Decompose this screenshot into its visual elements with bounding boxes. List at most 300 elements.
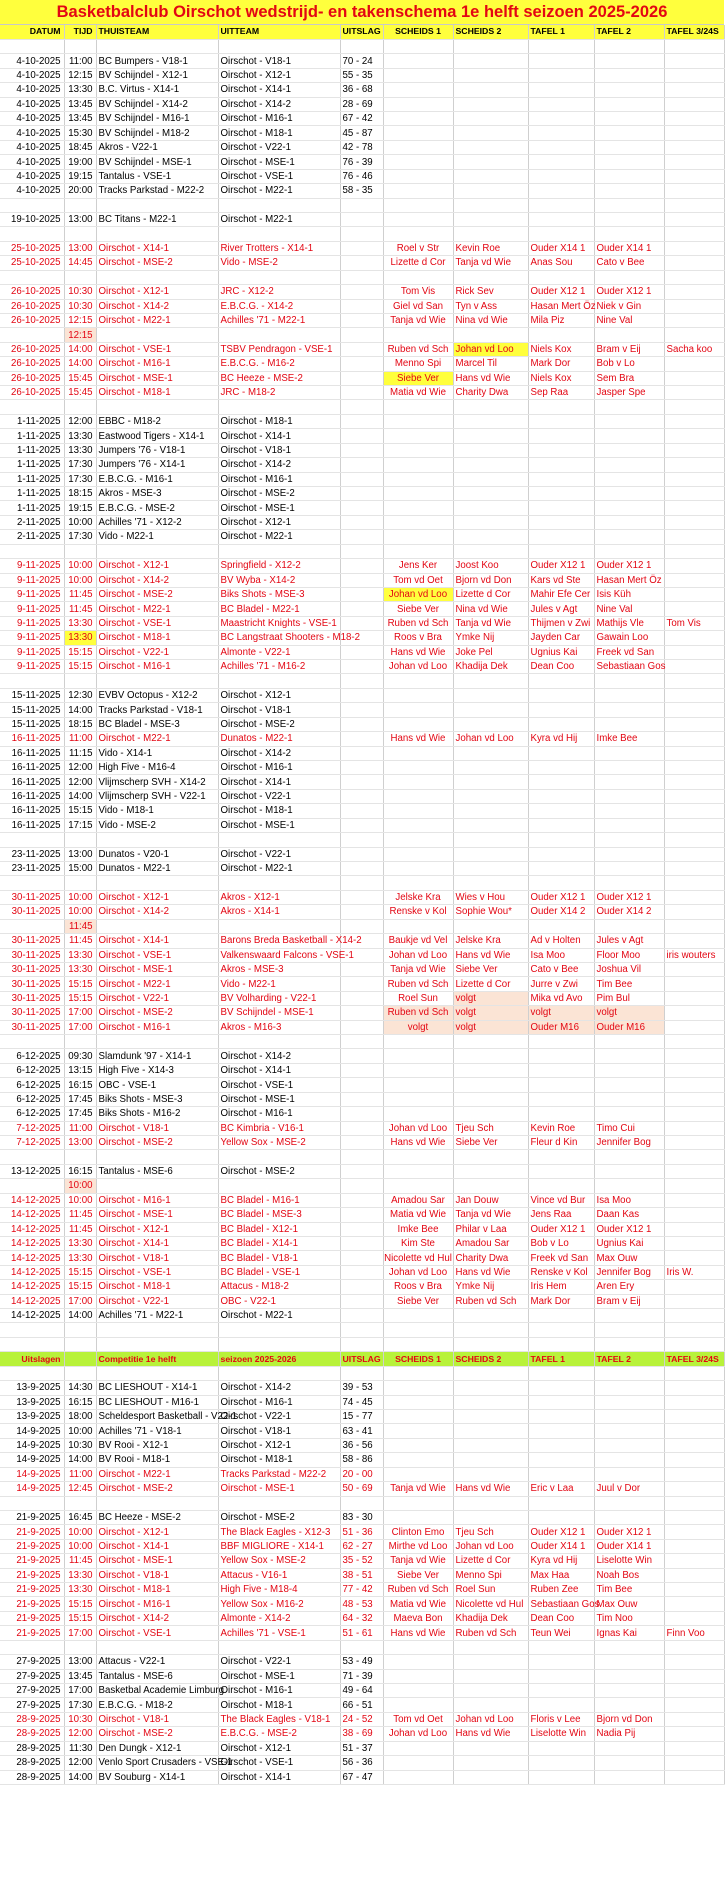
- table-2-cell: [594, 1438, 664, 1452]
- table-row: [0, 472, 724, 486]
- time-cell: 15:15: [64, 991, 96, 1005]
- home-game-row: [0, 905, 724, 919]
- away-team-cell: [218, 1496, 340, 1510]
- score-cell: 58 - 86: [340, 1453, 383, 1467]
- date-cell: 14-12-2025: [0, 1193, 64, 1207]
- table-3-cell: [664, 313, 724, 327]
- home-game-row: [0, 342, 724, 356]
- referee-2-cell: SCHEIDS 2: [453, 25, 528, 39]
- spacer-row: [0, 544, 724, 558]
- score-cell: 53 - 49: [340, 1655, 383, 1669]
- away-team-cell: BC Bladel - X12-1: [218, 1222, 340, 1236]
- table-2-cell: [594, 1741, 664, 1755]
- away-team-cell: Oirschot - MSE-1: [218, 1669, 340, 1683]
- referee-2-cell: [453, 227, 528, 241]
- table-1-cell: [528, 1381, 594, 1395]
- score-cell: [340, 804, 383, 818]
- referee-1-cell: Roel v Str: [383, 241, 453, 255]
- table-3-cell: [664, 1741, 724, 1755]
- home-team-cell: BC LIESHOUT - X14-1: [96, 1381, 218, 1395]
- table-2-cell: [594, 674, 664, 688]
- table-2-cell: [594, 472, 664, 486]
- referee-1-cell: [383, 1049, 453, 1063]
- table-row: [0, 83, 724, 97]
- away-team-cell: Oirschot - M22-1: [218, 212, 340, 226]
- away-team-cell: Oirschot - V18-1: [218, 54, 340, 68]
- time-cell: 13:30: [64, 443, 96, 457]
- away-team-cell: [218, 270, 340, 284]
- referee-2-cell: [453, 184, 528, 198]
- referee-1-cell: [383, 789, 453, 803]
- table-1-cell: TAFEL 1: [528, 1352, 594, 1366]
- home-game-row: [0, 241, 724, 255]
- table-3-cell: [664, 400, 724, 414]
- score-cell: UITSLAG: [340, 25, 383, 39]
- table-3-cell: [664, 1684, 724, 1698]
- table-3-cell: [664, 1770, 724, 1784]
- table-3-cell: Iris W.: [664, 1265, 724, 1279]
- table-2-cell: Nine Val: [594, 602, 664, 616]
- home-team-cell: [96, 674, 218, 688]
- referee-2-cell: Tyn v Ass: [453, 299, 528, 313]
- table-1-cell: [528, 1035, 594, 1049]
- away-team-cell: Biks Shots - MSE-3: [218, 587, 340, 601]
- score-cell: 74 - 45: [340, 1395, 383, 1409]
- away-team-cell: E.B.C.G. - MSE-2: [218, 1727, 340, 1741]
- date-cell: Uitslagen: [0, 1352, 64, 1366]
- away-team-cell: Oirschot - MSE-2: [218, 1510, 340, 1524]
- referee-2-cell: Roel Sun: [453, 1583, 528, 1597]
- referee-2-cell: Lizette d Cor: [453, 587, 528, 601]
- table-3-cell: [664, 1236, 724, 1250]
- table-row: [0, 1078, 724, 1092]
- time-cell: 11:45: [64, 587, 96, 601]
- table-2-cell: [594, 1323, 664, 1337]
- score-cell: [340, 876, 383, 890]
- spacer-row: [0, 1366, 724, 1380]
- home-team-cell: Oirschot - X14-1: [96, 241, 218, 255]
- table-1-cell: [528, 429, 594, 443]
- spacer-row: [0, 1640, 724, 1654]
- score-cell: [340, 1309, 383, 1323]
- referee-1-cell: Hans vd Wie: [383, 1626, 453, 1640]
- referee-2-cell: Charity Dwa: [453, 386, 528, 400]
- date-cell: 4-10-2025: [0, 83, 64, 97]
- home-team-cell: Den Dungk - X12-1: [96, 1741, 218, 1755]
- score-cell: [340, 1164, 383, 1178]
- table-3-cell: [664, 241, 724, 255]
- table-2-cell: volgt: [594, 1006, 664, 1020]
- time-cell: 10:30: [64, 285, 96, 299]
- time-cell: 11:00: [64, 1121, 96, 1135]
- referee-1-cell: Kim Ste: [383, 1236, 453, 1250]
- score-cell: [340, 761, 383, 775]
- score-cell: 49 - 64: [340, 1684, 383, 1698]
- table-row: [0, 54, 724, 68]
- table-1-cell: Sep Raa: [528, 386, 594, 400]
- table-2-cell: Bob v Lo: [594, 357, 664, 371]
- table-3-cell: [664, 1309, 724, 1323]
- table-2-cell: Bjorn vd Don: [594, 1712, 664, 1726]
- table-3-cell: [664, 1323, 724, 1337]
- table-2-cell: [594, 1164, 664, 1178]
- score-cell: [340, 256, 383, 270]
- table-3-cell: Tom Vis: [664, 616, 724, 630]
- time-cell: 13:30: [64, 1583, 96, 1597]
- away-team-cell: The Black Eagles - V18-1: [218, 1712, 340, 1726]
- time-cell: [64, 833, 96, 847]
- home-team-cell: Oirschot - X14-1: [96, 934, 218, 948]
- referee-2-cell: [453, 472, 528, 486]
- referee-2-cell: [453, 68, 528, 82]
- score-cell: [340, 342, 383, 356]
- home-team-cell: Oirschot - MSE-1: [96, 371, 218, 385]
- table-1-cell: Kyra vd Hij: [528, 732, 594, 746]
- time-cell: 18:15: [64, 487, 96, 501]
- date-cell: 14-9-2025: [0, 1453, 64, 1467]
- table-row: [0, 1092, 724, 1106]
- table-3-cell: [664, 890, 724, 904]
- away-team-cell: [218, 833, 340, 847]
- referee-1-cell: [383, 1669, 453, 1683]
- date-cell: 23-11-2025: [0, 847, 64, 861]
- table-2-cell: Nadia Pij: [594, 1727, 664, 1741]
- table-1-cell: Mahir Efe Cer: [528, 587, 594, 601]
- home-game-row: [0, 732, 724, 746]
- time-cell: [64, 1323, 96, 1337]
- date-cell: 9-11-2025: [0, 631, 64, 645]
- referee-1-cell: [383, 270, 453, 284]
- spacer-row: [0, 1337, 724, 1351]
- table-row: [0, 861, 724, 875]
- home-team-cell: Oirschot - M18-1: [96, 1583, 218, 1597]
- home-team-cell: Oirschot - X14-1: [96, 1539, 218, 1553]
- home-team-cell: Tantalus - VSE-1: [96, 169, 218, 183]
- time-cell: 10:30: [64, 1712, 96, 1726]
- time-cell: 17:30: [64, 472, 96, 486]
- table-3-cell: [664, 487, 724, 501]
- table-2-cell: [594, 443, 664, 457]
- home-game-row: [0, 313, 724, 327]
- home-team-cell: Vlijmscherp SVH - V22-1: [96, 789, 218, 803]
- home-team-cell: Achilles '71 - M22-1: [96, 1309, 218, 1323]
- referee-1-cell: Tom vd Oet: [383, 1712, 453, 1726]
- referee-2-cell: [453, 1164, 528, 1178]
- table-1-cell: Ad v Holten: [528, 934, 594, 948]
- away-team-cell: Almonte - V22-1: [218, 645, 340, 659]
- score-cell: 64 - 32: [340, 1611, 383, 1625]
- table-2-cell: Bram v Eij: [594, 1294, 664, 1308]
- referee-2-cell: [453, 212, 528, 226]
- table-row: [0, 775, 724, 789]
- date-cell: 4-10-2025: [0, 97, 64, 111]
- referee-1-cell: Johan vd Loo: [383, 948, 453, 962]
- table-2-cell: [594, 328, 664, 342]
- referee-2-cell: Johan vd Loo: [453, 1712, 528, 1726]
- spacer-row: [0, 227, 724, 241]
- table-row: [0, 1309, 724, 1323]
- table-2-cell: [594, 1063, 664, 1077]
- home-game-row: [0, 371, 724, 385]
- table-2-cell: [594, 1366, 664, 1380]
- table-3-cell: [664, 1078, 724, 1092]
- home-game-row: [0, 1525, 724, 1539]
- time-cell: 13:30: [64, 631, 96, 645]
- table-1-cell: Iris Hem: [528, 1280, 594, 1294]
- date-cell: 30-11-2025: [0, 977, 64, 991]
- table-2-cell: [594, 1424, 664, 1438]
- table-2-cell: [594, 1381, 664, 1395]
- home-team-cell: Oirschot - MSE-1: [96, 962, 218, 976]
- table-row: [0, 414, 724, 428]
- date-cell: [0, 833, 64, 847]
- score-cell: [340, 227, 383, 241]
- date-cell: 6-12-2025: [0, 1107, 64, 1121]
- home-team-cell: B.C. Virtus - X14-1: [96, 83, 218, 97]
- table-1-cell: [528, 761, 594, 775]
- score-cell: [340, 487, 383, 501]
- table-row: [0, 1410, 724, 1424]
- table-row: [0, 169, 724, 183]
- referee-1-cell: [383, 1107, 453, 1121]
- table-1-cell: [528, 789, 594, 803]
- referee-2-cell: Lizette d Cor: [453, 1554, 528, 1568]
- table-3-cell: [664, 530, 724, 544]
- score-cell: 51 - 61: [340, 1626, 383, 1640]
- home-team-cell: Achilles '71 - X12-2: [96, 515, 218, 529]
- table-3-cell: [664, 631, 724, 645]
- home-team-cell: Eastwood Tigers - X14-1: [96, 429, 218, 443]
- time-cell: 09:30: [64, 1049, 96, 1063]
- time-cell: 14:00: [64, 1309, 96, 1323]
- score-cell: [340, 285, 383, 299]
- referee-1-cell: [383, 1510, 453, 1524]
- time-cell: 10:00: [64, 1179, 96, 1193]
- table-1-cell: Mika vd Avo: [528, 991, 594, 1005]
- time-cell: [64, 1640, 96, 1654]
- referee-2-cell: Jan Douw: [453, 1193, 528, 1207]
- home-game-row: [0, 1265, 724, 1279]
- referee-1-cell: [383, 472, 453, 486]
- home-team-cell: BC LIESHOUT - M16-1: [96, 1395, 218, 1409]
- table-2-cell: TAFEL 2: [594, 1352, 664, 1366]
- table-1-cell: [528, 1179, 594, 1193]
- table-3-cell: [664, 587, 724, 601]
- referee-2-cell: Siebe Ver: [453, 962, 528, 976]
- time-cell: 11:45: [64, 1222, 96, 1236]
- table-2-cell: [594, 429, 664, 443]
- table-2-cell: Tim Noo: [594, 1611, 664, 1625]
- table-1-cell: [528, 472, 594, 486]
- date-cell: 6-12-2025: [0, 1049, 64, 1063]
- table-2-cell: Ouder X14 1: [594, 241, 664, 255]
- referee-2-cell: [453, 83, 528, 97]
- referee-1-cell: Imke Bee: [383, 1222, 453, 1236]
- table-2-cell: Floor Moo: [594, 948, 664, 962]
- referee-1-cell: [383, 1741, 453, 1755]
- table-1-cell: [528, 1684, 594, 1698]
- referee-2-cell: [453, 703, 528, 717]
- table-1-cell: Isa Moo: [528, 948, 594, 962]
- table-3-cell: [664, 501, 724, 515]
- referee-2-cell: [453, 1092, 528, 1106]
- table-1-cell: Niels Kox: [528, 342, 594, 356]
- home-team-cell: Oirschot - X12-1: [96, 559, 218, 573]
- home-team-cell: [96, 876, 218, 890]
- spacer-row: [0, 39, 724, 53]
- home-game-row: [0, 1222, 724, 1236]
- table-1-cell: [528, 833, 594, 847]
- date-cell: 4-10-2025: [0, 184, 64, 198]
- time-cell: 11:00: [64, 54, 96, 68]
- away-team-cell: River Trotters - X14-1: [218, 241, 340, 255]
- score-cell: [340, 1179, 383, 1193]
- referee-1-cell: Matia vd Wie: [383, 1208, 453, 1222]
- table-row: [0, 789, 724, 803]
- table-row: [0, 1756, 724, 1770]
- date-cell: 21-9-2025: [0, 1554, 64, 1568]
- time-cell: 16:15: [64, 1395, 96, 1409]
- home-team-cell: Biks Shots - M16-2: [96, 1107, 218, 1121]
- referee-1-cell: Johan vd Loo: [383, 1265, 453, 1279]
- table-3-cell: [664, 1063, 724, 1077]
- score-cell: 15 - 77: [340, 1410, 383, 1424]
- referee-1-cell: [383, 1698, 453, 1712]
- table-2-cell: Tim Bee: [594, 1583, 664, 1597]
- schedule-body: [0, 25, 724, 1784]
- table-3-cell: [664, 962, 724, 976]
- table-3-cell: [664, 761, 724, 775]
- date-cell: 26-10-2025: [0, 386, 64, 400]
- table-2-cell: [594, 68, 664, 82]
- time-cell: 11:30: [64, 1741, 96, 1755]
- referee-1-cell: [383, 1496, 453, 1510]
- table-1-cell: Ouder X12 1: [528, 285, 594, 299]
- referee-1-cell: [383, 112, 453, 126]
- referee-1-cell: [383, 227, 453, 241]
- table-3-cell: [664, 1712, 724, 1726]
- score-cell: [340, 1280, 383, 1294]
- table-1-cell: Liselotte Win: [528, 1727, 594, 1741]
- table-1-cell: [528, 1107, 594, 1121]
- referee-1-cell: [383, 1410, 453, 1424]
- home-team-cell: Oirschot - V22-1: [96, 1294, 218, 1308]
- table-2-cell: Aren Ery: [594, 1280, 664, 1294]
- score-cell: 67 - 47: [340, 1770, 383, 1784]
- home-game-row: [0, 1482, 724, 1496]
- table-2-cell: [594, 1770, 664, 1784]
- away-team-cell: Oirschot - V18-1: [218, 443, 340, 457]
- table-3-cell: [664, 1554, 724, 1568]
- home-team-cell: Slamdunk '97 - X14-1: [96, 1049, 218, 1063]
- referee-1-cell: [383, 1381, 453, 1395]
- referee-2-cell: Khadija Dek: [453, 1611, 528, 1625]
- home-team-cell: Oirschot - X14-2: [96, 1611, 218, 1625]
- date-cell: 13-12-2025: [0, 1164, 64, 1178]
- table-3-cell: [664, 746, 724, 760]
- score-cell: 56 - 36: [340, 1756, 383, 1770]
- referee-2-cell: [453, 1150, 528, 1164]
- table-3-cell: [664, 1135, 724, 1149]
- home-team-cell: Vido - M18-1: [96, 804, 218, 818]
- score-cell: [340, 1323, 383, 1337]
- table-3-cell: [664, 212, 724, 226]
- date-cell: [0, 1366, 64, 1380]
- referee-2-cell: [453, 804, 528, 818]
- referee-2-cell: [453, 1756, 528, 1770]
- table-1-cell: Max Haa: [528, 1568, 594, 1582]
- table-2-cell: [594, 544, 664, 558]
- away-team-cell: Oirschot - MSE-1: [218, 501, 340, 515]
- away-team-cell: [218, 328, 340, 342]
- date-cell: 21-9-2025: [0, 1510, 64, 1524]
- home-team-cell: BV Rooi - M18-1: [96, 1453, 218, 1467]
- score-cell: [340, 674, 383, 688]
- away-team-cell: Almonte - X14-2: [218, 1611, 340, 1625]
- referee-1-cell: [383, 833, 453, 847]
- away-team-cell: Oirschot - V22-1: [218, 847, 340, 861]
- score-cell: [340, 746, 383, 760]
- away-team-cell: Maastricht Knights - VSE-1: [218, 616, 340, 630]
- table-1-cell: [528, 1164, 594, 1178]
- referee-2-cell: Hans vd Wie: [453, 1482, 528, 1496]
- away-team-cell: Dunatos - M22-1: [218, 732, 340, 746]
- time-cell: 16:15: [64, 1078, 96, 1092]
- score-cell: [340, 1092, 383, 1106]
- referee-2-cell: Jelske Kra: [453, 934, 528, 948]
- time-cell: 11:45: [64, 602, 96, 616]
- table-1-cell: [528, 804, 594, 818]
- score-cell: [340, 1135, 383, 1149]
- home-team-cell: BV Schijndel - MSE-1: [96, 155, 218, 169]
- time-cell: 10:00: [64, 1525, 96, 1539]
- table-2-cell: Max Ouw: [594, 1597, 664, 1611]
- referee-1-cell: Tanja vd Wie: [383, 1482, 453, 1496]
- score-cell: 50 - 69: [340, 1482, 383, 1496]
- referee-1-cell: Siebe Ver: [383, 1294, 453, 1308]
- away-team-cell: Oirschot - M16-1: [218, 761, 340, 775]
- referee-2-cell: [453, 861, 528, 875]
- table-1-cell: Mark Dor: [528, 1294, 594, 1308]
- referee-2-cell: [453, 270, 528, 284]
- home-team-cell: Oirschot - X12-1: [96, 890, 218, 904]
- home-game-row: [0, 1020, 724, 1034]
- table-3-cell: [664, 1049, 724, 1063]
- referee-2-cell: [453, 1049, 528, 1063]
- table-3-cell: TAFEL 3/24S: [664, 1352, 724, 1366]
- time-cell: 17:00: [64, 1684, 96, 1698]
- home-team-cell: [96, 1366, 218, 1380]
- referee-1-cell: [383, 1337, 453, 1351]
- table-3-cell: [664, 1251, 724, 1265]
- away-team-cell: seizoen 2025-2026: [218, 1352, 340, 1366]
- referee-1-cell: Nicolette vd Hul: [384, 1252, 452, 1264]
- time-cell: [64, 1035, 96, 1049]
- away-team-cell: [218, 400, 340, 414]
- table-3-cell: [664, 1438, 724, 1452]
- table-3-cell: [664, 1294, 724, 1308]
- score-cell: UITSLAG: [340, 1352, 383, 1366]
- score-cell: [340, 386, 383, 400]
- referee-1-cell: [383, 184, 453, 198]
- score-cell: [340, 429, 383, 443]
- table-1-cell: Ugnius Kai: [528, 645, 594, 659]
- score-cell: 20 - 00: [340, 1467, 383, 1481]
- spacer-row: [0, 1496, 724, 1510]
- score-cell: 38 - 69: [340, 1727, 383, 1741]
- date-cell: 15-11-2025: [0, 717, 64, 731]
- away-team-cell: OBC - V22-1: [218, 1294, 340, 1308]
